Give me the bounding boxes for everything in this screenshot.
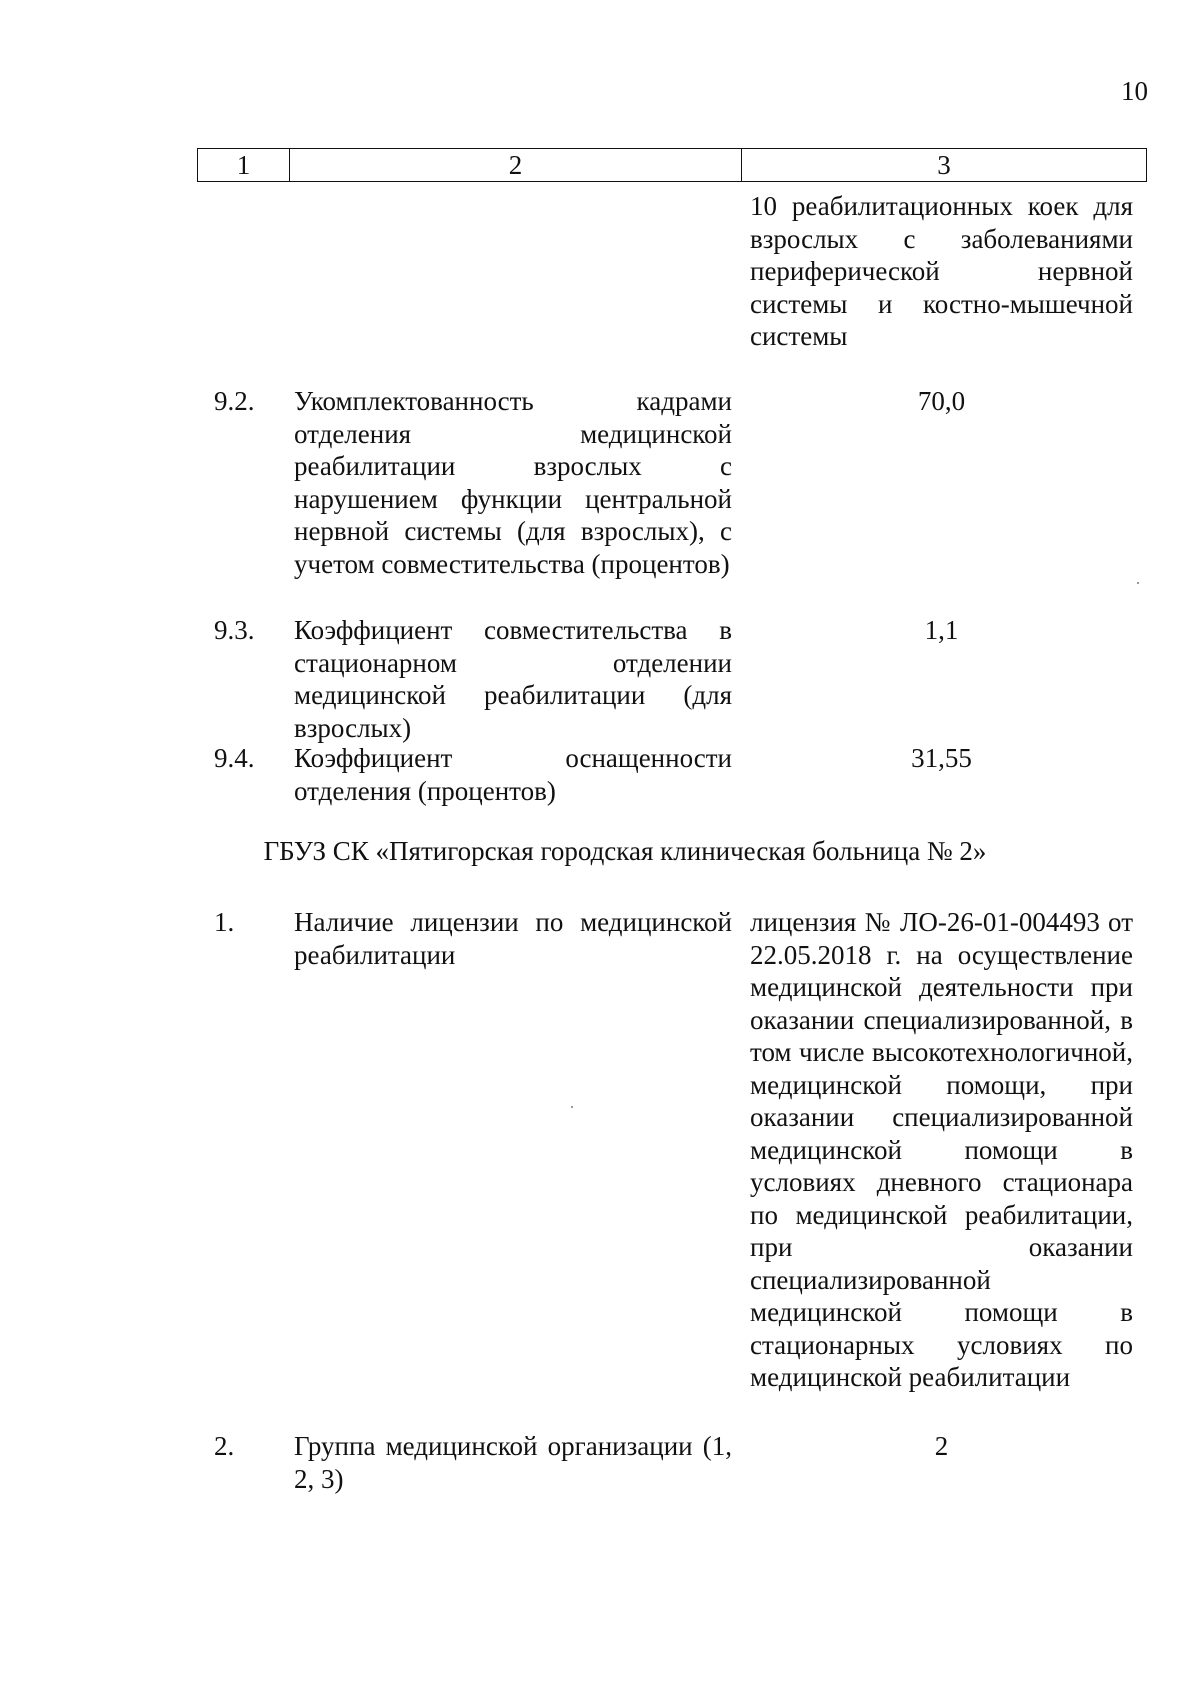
row-value: лицензия № ЛО-26-01-004493 от 22.05.2018 г. на осуществление медицинской деятельности при оказании специализированной, в том числе высокотехнологичной, медицинской помощи, при оказании специализированной медицинской помощи в условиях дневного стационара по медицинской реабилитации, при оказании специализированной медицинской помощи в стационарных условиях по медицинской реабилитации bbox=[750, 907, 1133, 1392]
row-number: 9.4. bbox=[214, 743, 255, 773]
scan-speck bbox=[1137, 582, 1139, 584]
row-name: Коэффициент оснащенности отделения (процентов) bbox=[294, 743, 732, 806]
column-header-1: 1 bbox=[198, 149, 290, 182]
row-name: Группа медицинской организации (1, 2, 3) bbox=[294, 1431, 732, 1494]
row-value: 70,0 bbox=[917, 386, 966, 416]
row-name: Наличие лицензии по медицинской реабилитации bbox=[294, 907, 732, 970]
column-header-2: 2 bbox=[290, 149, 742, 182]
row-number: 9.2. bbox=[214, 386, 255, 416]
row-name: Коэффициент совместительства в стационарном отделении медицинской реабилитации (для взрослых) bbox=[294, 615, 732, 743]
section-title: ГБУЗ СК «Пятигорская городская клиническая больница № 2» bbox=[263, 836, 987, 866]
row-number: 1. bbox=[214, 907, 235, 937]
row-value: 2 bbox=[934, 1431, 949, 1461]
column-header-table bbox=[197, 148, 1147, 182]
row-value: 1,1 bbox=[924, 615, 959, 645]
scan-speck bbox=[571, 1106, 573, 1108]
row-number: 2. bbox=[214, 1431, 235, 1461]
page-number: 10 bbox=[1121, 76, 1148, 106]
column-header-3: 3 bbox=[742, 149, 1147, 182]
carryover-value: 10 реабилитационных коек для взрослых с заболеваниями периферической нервной системы и костно-мышечной системы bbox=[750, 191, 1133, 351]
row-value: 31,55 bbox=[911, 743, 972, 773]
row-name: Укомплектованность кадрами отделения медицинской реабилитации взрослых с нарушением функции центральной нервной системы (для взрослых), с учетом совместительства (процентов) bbox=[294, 386, 732, 579]
row-number: 9.3. bbox=[214, 615, 255, 645]
